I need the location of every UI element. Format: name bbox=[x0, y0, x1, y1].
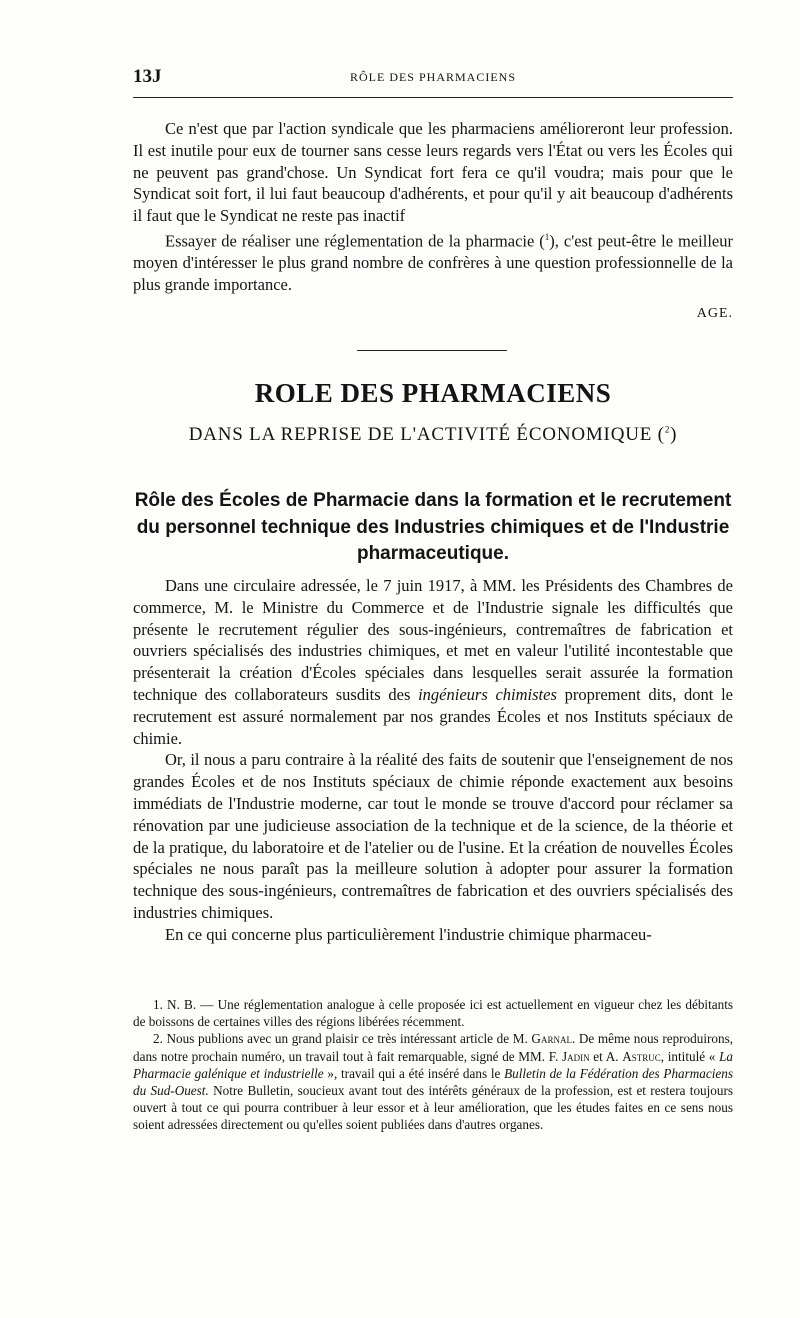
article-title: ROLE DES PHARMACIENS bbox=[254, 378, 612, 408]
article-paragraph-1: Dans une circulaire adressée, le 7 juin 1917, à MM. les Présidents des Chambres de commerce, M. le Ministre du Commerce et de l'Industrie signale les difficultés que présente le recrutement régulier des sous-ingénieurs, contremaîtres de fabrication et ouvriers spécialisés des industries chimiques, et met en valeur l'utilité incontestable que présenterait la création d'Écoles spéciales dans lesquelles serait assurée la formation technique des collaborateurs susdits des ingénieurs chimistes proprement dits, dont le recrutement est assuré normalement par nos grandes Écoles et nos Instituts spéciaux de chimie. bbox=[133, 576, 733, 748]
footnote-ref-1: 1 bbox=[544, 231, 550, 242]
header-rule bbox=[133, 97, 733, 98]
article-paragraph-3: En ce qui concerne plus particulièrement l'industrie chimique pharmaceu- bbox=[165, 924, 652, 944]
section-divider bbox=[357, 350, 507, 351]
footnotes bbox=[133, 996, 733, 1134]
article-subtitle: DANS LA REPRISE DE L'ACTIVITÉ ÉCONOMIQUE ($^2$) bbox=[188, 424, 678, 445]
article-body bbox=[133, 575, 733, 946]
author-signature: AGE. bbox=[696, 306, 733, 321]
emphasis-ingenieurs-chimistes: ingénieurs chimistes bbox=[418, 684, 557, 704]
intro-paragraph-1: Ce n'est que par l'action syndicale que les pharmaciens amélioreront leur profession. Il est inutile pour eux de tourner sans cesse leurs regards vers l'État ou vers les Écoles qui ne peuvent pas grand'chose. Un Syndicat fort fera ce qu'il voudra; mais pour que le Syndicat soit fort, il lui faut beaucoup d'adhérents, et pour qu'il y ait beaucoup d'adhérents il faut que le Syndicat ne reste pas inactif bbox=[133, 119, 733, 226]
footnote-ref-2: 2 bbox=[664, 424, 671, 435]
page-number: 13J bbox=[133, 66, 162, 87]
running-title: RÔLE DES PHARMACIENS bbox=[349, 70, 516, 84]
intro-paragraph-2: Essayer de réaliser une réglementation de la pharmacie ($^1$), c'est peut-être le meilleur moyen d'intéresser le plus grand nombre de confrères à une question professionnelle de la plus grande importance. bbox=[133, 231, 733, 295]
article-paragraph-2: Or, il nous a paru contraire à la réalité des faits de soutenir que l'enseignement de nos grandes Écoles et de nos Instituts spéciaux de chimie réponde exactement aux besoins immédiats de l'Industrie moderne, car tout le monde se trouve d'accord pour réclamer sa rénovation par une judicieuse association de la technique et de la science, de la théorie et de la pratique, du laboratoire et de l'atelier ou de l'usine. Et la création de nouvelles Écoles spéciales ne nous paraît pas la meilleure solution à adopter pour assurer la formation technique des sous-ingénieurs, contremaîtres de fabrication et des ouvriers spécialisés des industries chimiques. bbox=[133, 750, 733, 922]
footnote-2: 2. Nous publions avec un grand plaisir ce très intéressant article de M. Garnal. De même nous reproduirons, dans notre prochain numéro, un travail tout à fait remarquable, signé de MM. F. Jadin et A. Astruc, intitulé « La Pharmacie galénique et industrielle », travail qui a été inséré dans le Bulletin de la Fédération des Pharmaciens du Sud-Ouest. Notre Bulletin, soucieux avant tout des intérêts généraux de la profession, est et restera toujours ouvert à tout ce qui pourra contribuer à leur essor et à leur amélioration, que les études faites en ce sens nous soient adressées directement ou qu'elles soient publiées dans d'autres organes. bbox=[133, 1031, 734, 1133]
running-head bbox=[133, 66, 733, 92]
intro-text bbox=[133, 118, 733, 296]
footnote-1: 1. N. B. — Une réglementation analogue à celle proposée ici est actuellement en vigueur chez les débitants de boissons de certaines villes des régions libérées récemment. bbox=[133, 997, 733, 1030]
section-heading: Rôle des Écoles de Pharmacie dans la formation et le recrutement du personnel technique des Industries chimiques et de l'Industrie pharmaceutique. bbox=[134, 490, 732, 564]
